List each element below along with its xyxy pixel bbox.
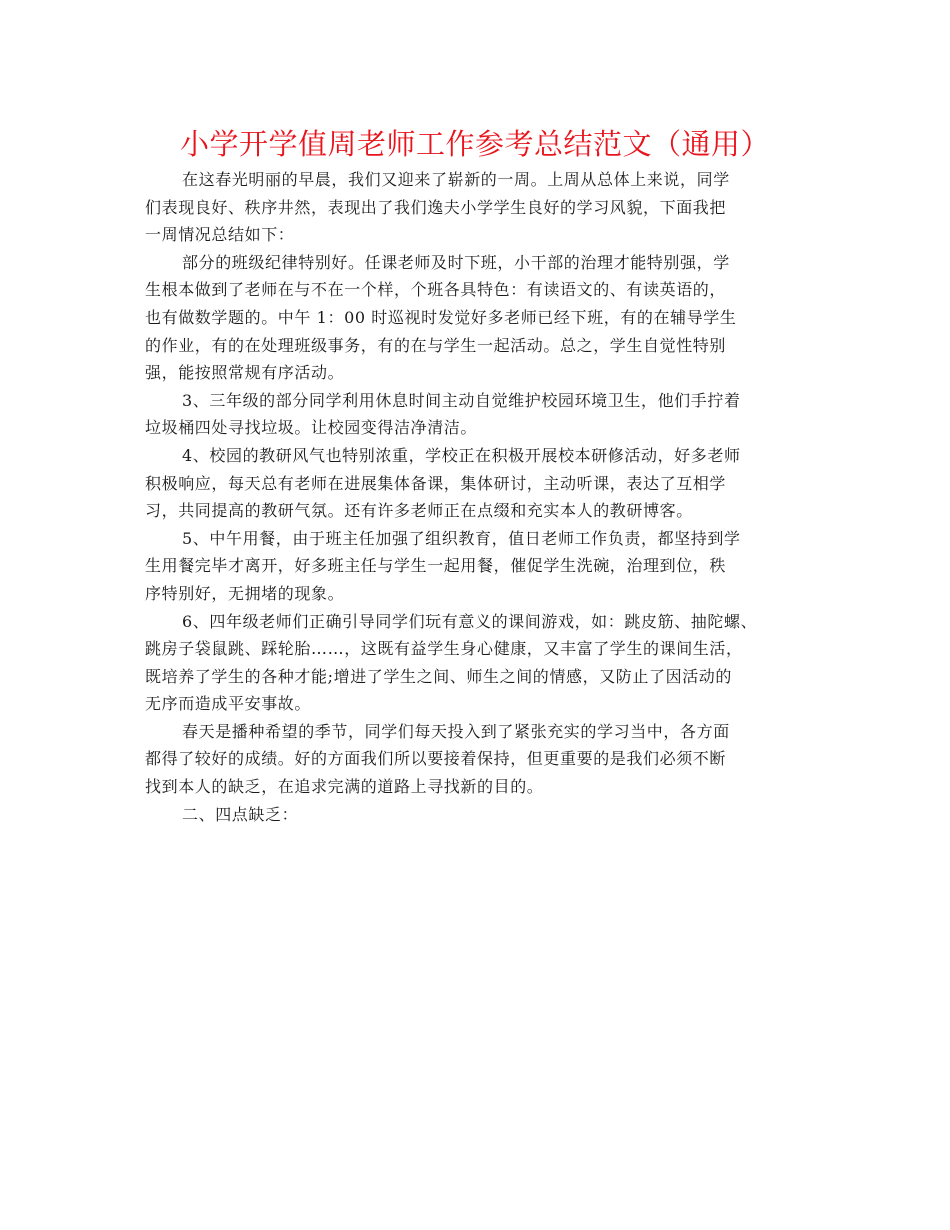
text-line: 强，能按照常规有序活动。 <box>145 363 345 383</box>
paragraph-2 <box>145 249 810 387</box>
text-line: 4、校园的教研风气也特别浓重，学校正在积极开展校本研修活动，好多老师 <box>182 445 741 465</box>
text-line: 的作业，有的在处理班级事务，有的在与学生一起活动。总之，学生自觉性特别 <box>145 335 727 355</box>
paragraph-8-section-heading <box>145 801 810 829</box>
paragraph-7 <box>145 718 810 801</box>
text-line: 都得了较好的成绩。好的方面我们所以要接着保持，但更重要的是我们必须不断 <box>145 749 727 769</box>
text-line: 垃圾桶四处寻找垃圾。让校园变得洁净清洁。 <box>145 418 478 438</box>
document-body <box>145 166 810 828</box>
text-line: 3、三年级的部分同学利用休息时间主动自觉维护校园环境卫生，他们手拧着 <box>182 390 741 410</box>
text-line: 既培养了学生的各种才能;增进了学生之间、师生之间的情感，又防止了因活动的 <box>145 666 732 686</box>
text-line: 5、中午用餐，由于班主任加强了组织教育，值日老师工作负责，都坚持到学 <box>182 528 741 548</box>
paragraph-3 <box>145 387 810 442</box>
text-line: 找到本人的缺乏，在追求完满的道路上寻找新的目的。 <box>145 777 544 797</box>
text-line: 们表现良好、秩序井然，表现出了我们逸夫小学学生良好的学习风貌，下面我把 <box>145 197 727 217</box>
text-line: 生根本做到了老师在与不在一个样，个班各具特色：有读语文的、有读英语的， <box>145 280 727 300</box>
text-line: 积极响应，每天总有老师在进展集体备课，集体研讨，主动听课，表达了互相学 <box>145 473 727 493</box>
text-line: 春天是播种希望的季节，同学们每天投入到了紧张充实的学习当中，各方面 <box>182 721 730 741</box>
text-line: 无序而造成平安事故。 <box>145 694 312 714</box>
text-line: 部分的班级纪律特别好。任课老师及时下班，小干部的治理才能特别强，学 <box>182 252 730 272</box>
text-line: 生用餐完毕才离开，好多班主任与学生一起用餐，催促学生洗碗，治理到位，秩 <box>145 556 727 576</box>
paragraph-5 <box>145 525 810 608</box>
text-line: 序特别好，无拥堵的现象。 <box>145 583 345 603</box>
text-line: 在这春光明丽的早晨，我们又迎来了崭新的一周。上周从总体上来说，同学 <box>182 170 730 189</box>
text-line: 跳房子袋鼠跳、踩轮胎……，这既有益学生身心健康，又丰富了学生的课间生活， <box>145 639 743 659</box>
text-line: 习，共同提高的教研气氛。还有许多老师正在点缀和充实本人的教研博客。 <box>145 501 693 521</box>
document-title: 小学开学值周老师工作参考总结范文（通用） <box>179 127 770 161</box>
paragraph-4 <box>145 442 810 525</box>
text-line: 6、四年级老师们正确引导同学们玩有意义的课间游戏，如：跳皮筋、抽陀螺、 <box>182 611 758 631</box>
text-line: 也有做数学题的。中午 1：00 时巡视时发觉好多老师已经下班，有的在辅导学生 <box>145 307 737 327</box>
paragraph-1 <box>145 166 810 249</box>
text-line: 一周情况总结如下： <box>145 225 295 245</box>
text-line: 二、四点缺乏： <box>182 804 299 824</box>
paragraph-6 <box>145 608 810 718</box>
